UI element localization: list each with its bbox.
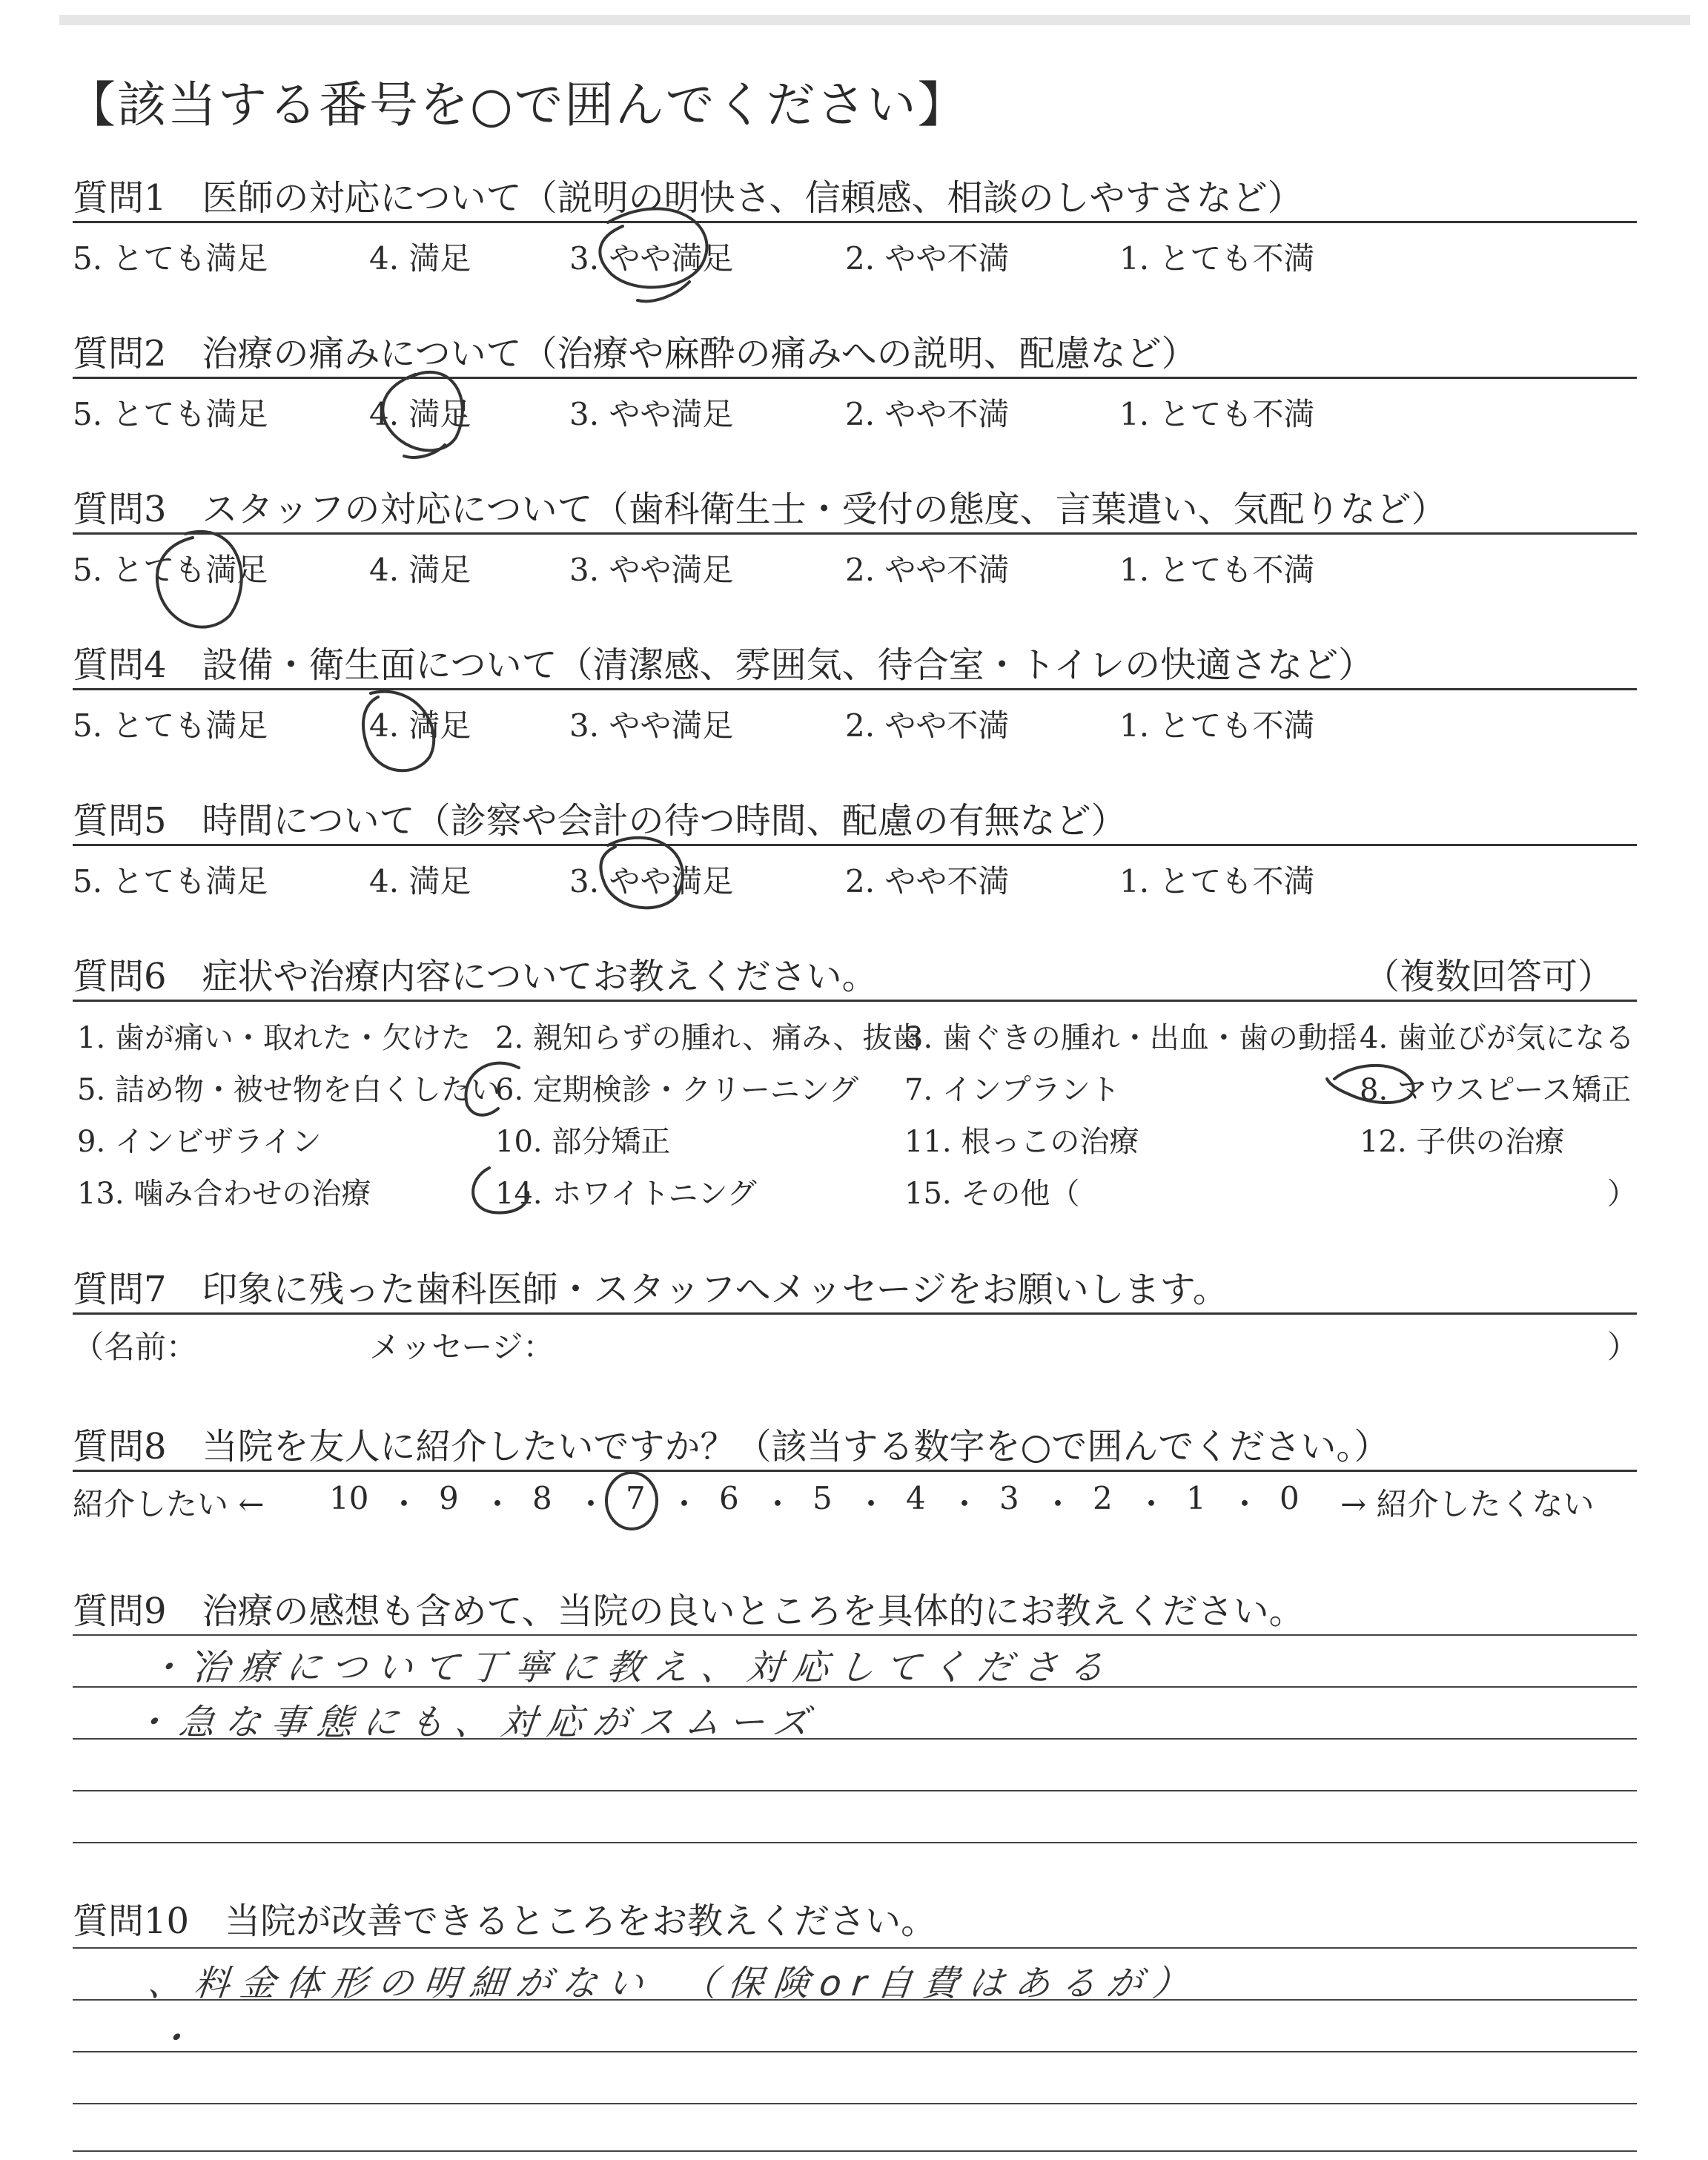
q9-answer-1: ・治療について丁寧に教え、対応してくださる — [145, 1647, 1117, 1688]
q5-label: 質問5 時間について（診察や会計の待つ時間、配慮の有無など） — [73, 800, 1127, 842]
q8-left-label: 紹介したい ← — [73, 1486, 265, 1522]
q4-option-5[interactable]: 5. とても満足 — [73, 707, 268, 744]
q5-option-2[interactable]: 2. やや不満 — [845, 863, 1010, 899]
q10-line-3 — [73, 2051, 1637, 2052]
q8-value-1[interactable]: 1 — [1186, 1480, 1206, 1516]
q2-label: 質問2 治療の痛みについて（治療や麻酔の痛みへの説明、配慮など） — [73, 333, 1197, 374]
q4-rule — [73, 688, 1637, 690]
q8-dot: ・ — [762, 1486, 794, 1522]
q1-option-5[interactable]: 5. とても満足 — [73, 240, 268, 277]
q6-option-13[interactable]: 13. 噛み合わせの治療 — [77, 1177, 371, 1211]
q7-label: 質問7 印象に残った歯科医師・スタッフへメッセージをお願いします。 — [73, 1269, 1228, 1310]
q1-option-3[interactable]: 3. やや満足 — [569, 240, 734, 277]
q8-dot: ・ — [1229, 1486, 1261, 1522]
q9-line-4 — [73, 1790, 1637, 1791]
q5-option-5[interactable]: 5. とても満足 — [73, 863, 268, 899]
q5-option-4[interactable]: 4. 満足 — [369, 863, 471, 899]
q6-option-6[interactable]: 6. 定期検診・クリーニング — [495, 1073, 859, 1107]
q10-answer-1: 、料金体形の明細がない （保険or自費はあるが） — [145, 1963, 1201, 2004]
page-title: 【該当する番号を○で囲んでください】 — [67, 76, 968, 133]
q8-value-3[interactable]: 3 — [999, 1480, 1019, 1516]
q5-rule — [73, 844, 1637, 846]
q1-option-4[interactable]: 4. 満足 — [369, 240, 471, 277]
scan-edge — [59, 15, 1690, 25]
q6-option-11[interactable]: 11. 根っこの治療 — [904, 1125, 1139, 1159]
q8-rule — [73, 1470, 1637, 1472]
q3-option-2[interactable]: 2. やや不満 — [845, 552, 1010, 588]
q9-answer-2: ・急な事態にも、対応がスムーズ — [130, 1702, 821, 1743]
q6-option-2[interactable]: 2. 親知らずの腫れ、痛み、抜歯 — [495, 1021, 922, 1055]
q1-options — [73, 234, 1637, 279]
q8-dot: ・ — [388, 1486, 420, 1522]
q3-rule — [73, 532, 1637, 535]
q6-option-14[interactable]: 14. ホワイトニング — [495, 1177, 757, 1211]
q4-label: 質問4 設備・衛生面について（清潔感、雰囲気、待合室・トイレの快適さなど） — [73, 644, 1374, 686]
q6-label: 質問6 症状や治療内容についてお教えください。 — [73, 956, 878, 997]
q2-options — [73, 390, 1637, 435]
q6-option-4[interactable]: 4. 歯並びが気になる — [1360, 1021, 1635, 1055]
q6-option-9[interactable]: 9. インビザライン — [77, 1125, 322, 1159]
q8-scale — [73, 1480, 1637, 1525]
q8-label: 質問8 当院を友人に紹介したいですか？（該当する数字を○で囲んでください。） — [73, 1426, 1390, 1467]
q6-option-5[interactable]: 5. 詰め物・被せ物を白くしたい — [77, 1073, 500, 1107]
q5-option-3[interactable]: 3. やや満足 — [569, 863, 734, 899]
q3-option-1[interactable]: 1. とても不満 — [1119, 552, 1315, 588]
q4-option-3[interactable]: 3. やや満足 — [569, 707, 734, 744]
q6-note: （複数回答可） — [1364, 956, 1614, 997]
q6-option-12[interactable]: 12. 子供の治療 — [1360, 1125, 1565, 1159]
q8-value-10[interactable]: 10 — [329, 1480, 369, 1516]
q3-label: 質問3 スタッフの対応について（歯科衛生士・受付の態度、言葉遣い、気配りなど） — [73, 489, 1447, 530]
q6-rule — [73, 1000, 1637, 1002]
q1-option-1[interactable]: 1. とても不満 — [1119, 240, 1315, 277]
q1-rule — [73, 221, 1637, 223]
q7-fields — [73, 1323, 1637, 1367]
q8-dot: ・ — [949, 1486, 981, 1522]
q3-option-3[interactable]: 3. やや満足 — [569, 552, 734, 588]
q4-option-4[interactable]: 4. 満足 — [369, 707, 471, 744]
q7-name-label: （名前： — [73, 1329, 198, 1365]
q7-message-label: メッセージ： — [369, 1329, 555, 1365]
q2-option-2[interactable]: 2. やや不満 — [845, 396, 1010, 432]
q10-label: 質問10 当院が改善できるところをお教えください。 — [73, 1900, 937, 1942]
q1-option-2[interactable]: 2. やや不満 — [845, 240, 1010, 277]
q10-answer-2: ・ — [153, 2018, 204, 2059]
q6-option-1[interactable]: 1. 歯が痛い・取れた・欠けた — [77, 1021, 471, 1055]
q9-line-1 — [73, 1634, 1637, 1636]
q10-line-5 — [73, 2150, 1637, 2152]
q8-value-8[interactable]: 8 — [532, 1480, 552, 1516]
q8-value-5[interactable]: 5 — [812, 1480, 833, 1516]
q2-option-1[interactable]: 1. とても不満 — [1119, 396, 1315, 432]
q8-value-0[interactable]: 0 — [1280, 1480, 1300, 1516]
q1-label: 質問1 医師の対応について（説明の明快さ、信頼感、相談のしやすさなど） — [73, 177, 1303, 219]
q8-dot: ・ — [1136, 1486, 1168, 1522]
q6-other-close: ） — [1607, 1177, 1637, 1211]
q3-options — [73, 546, 1637, 590]
q8-dot: ・ — [855, 1486, 887, 1522]
q4-option-1[interactable]: 1. とても不満 — [1119, 707, 1315, 744]
q6-option-8[interactable]: 8. マウスピース矯正 — [1360, 1073, 1632, 1107]
q6-option-15[interactable]: 15. その他（ — [904, 1177, 1080, 1211]
q2-option-5[interactable]: 5. とても満足 — [73, 396, 268, 432]
q8-dot: ・ — [669, 1486, 701, 1522]
q8-value-6[interactable]: 6 — [719, 1480, 739, 1516]
q6-options — [73, 1014, 1637, 1222]
q8-value-9[interactable]: 9 — [439, 1480, 459, 1516]
q6-option-10[interactable]: 10. 部分矯正 — [495, 1125, 671, 1159]
q9-label: 質問9 治療の感想も含めて、当院の良いところを具体的にお教えください。 — [73, 1591, 1305, 1632]
q8-dot: ・ — [1042, 1486, 1074, 1522]
q10-line-1 — [73, 1947, 1637, 1949]
q3-option-4[interactable]: 4. 満足 — [369, 552, 471, 588]
q6-option-7[interactable]: 7. インプラント — [904, 1073, 1120, 1107]
q5-options — [73, 857, 1637, 902]
q8-dot: ・ — [575, 1486, 607, 1522]
q5-option-1[interactable]: 1. とても不満 — [1119, 863, 1315, 899]
q10-line-4 — [73, 2103, 1637, 2104]
q8-right-label: → 紹介したくない — [1340, 1486, 1595, 1522]
q9-line-5 — [73, 1842, 1637, 1843]
q4-option-2[interactable]: 2. やや不満 — [845, 707, 1010, 744]
q2-option-4[interactable]: 4. 満足 — [369, 396, 471, 432]
q2-option-3[interactable]: 3. やや満足 — [569, 396, 734, 432]
q8-value-4[interactable]: 4 — [906, 1480, 926, 1516]
q8-dot: ・ — [482, 1486, 514, 1522]
q6-option-3[interactable]: 3. 歯ぐきの腫れ・出血・歯の動揺 — [904, 1021, 1357, 1055]
q3-option-5[interactable]: 5. とても満足 — [73, 552, 268, 588]
q7-rule — [73, 1312, 1637, 1315]
q8-value-7[interactable]: 7 — [626, 1480, 646, 1516]
q7-close-paren: ） — [1607, 1329, 1639, 1365]
q4-options — [73, 701, 1637, 746]
q2-rule — [73, 377, 1637, 379]
q8-value-2[interactable]: 2 — [1093, 1480, 1113, 1516]
